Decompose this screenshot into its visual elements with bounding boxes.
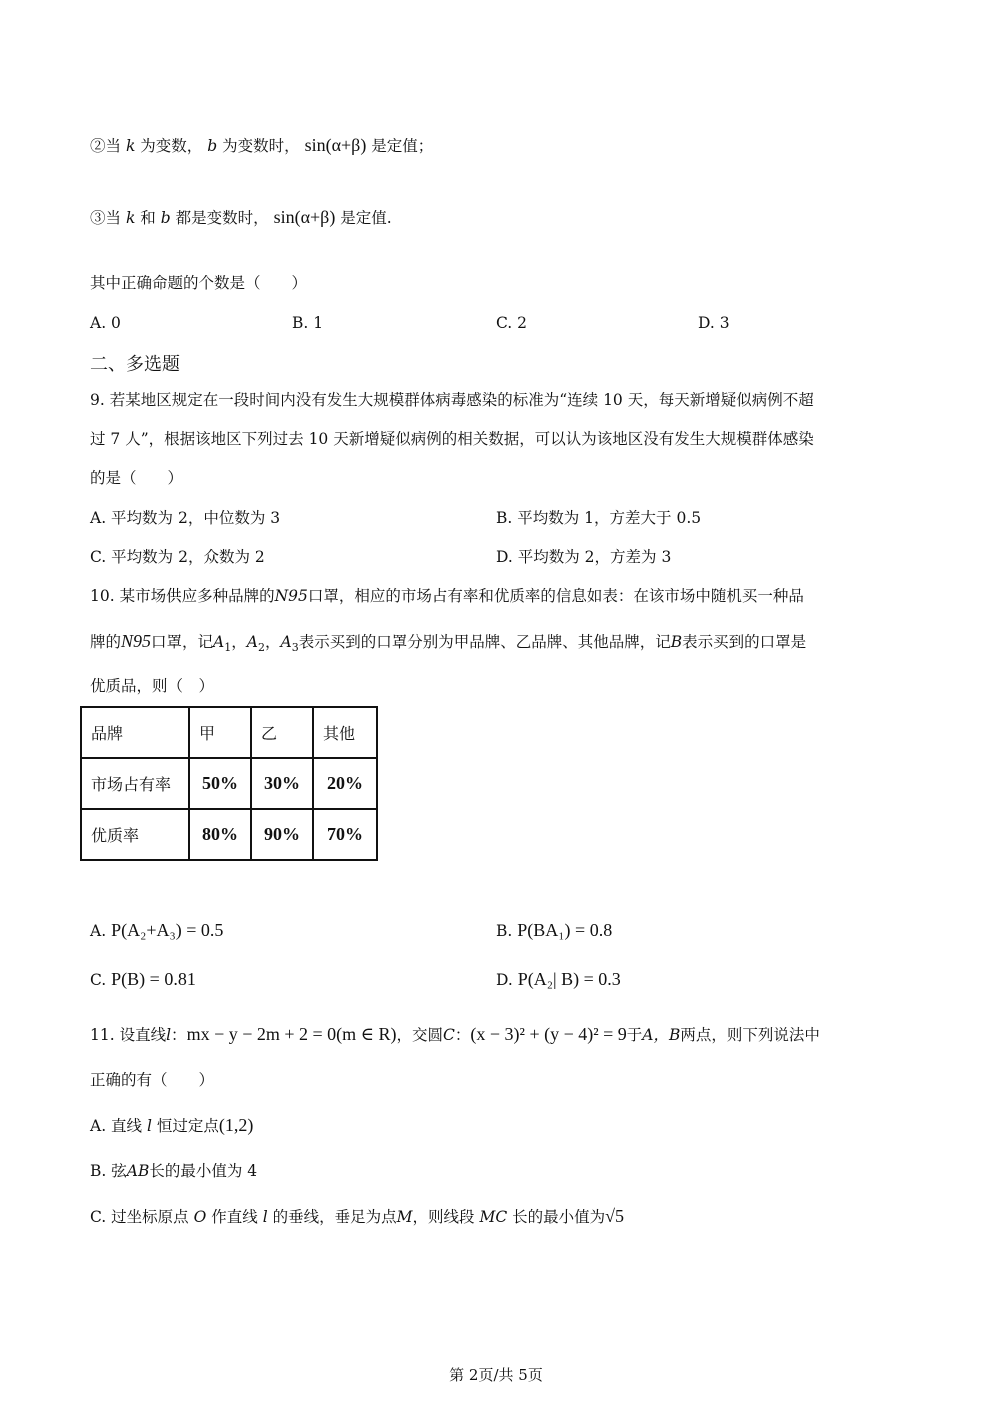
q10-option-c [90,969,196,990]
text: ： [454,1026,471,1044]
text: ，交圆 [396,1026,444,1044]
text: ②当 [90,137,122,155]
text: 为变数， [140,137,203,155]
text: 于 [626,1026,643,1044]
table-cell: 甲 [189,707,251,758]
math-expr: sin(α+β) [304,135,367,155]
q9-option-a: A. 平均数为 2，中位数为 3 [90,509,281,527]
q10-option-a [90,920,223,941]
option-label: D. [496,971,513,989]
text: 为变数时， [222,137,300,155]
q11-option-b [90,1161,257,1181]
q8-option-a: A. 0 [90,314,121,332]
text: A. 直线 [90,1117,143,1135]
text: 表示买到的口罩是 [682,633,807,651]
text: 长的最小值为 4 [149,1162,258,1180]
table-cell: 50% [189,758,251,809]
text: 作直线 [211,1208,258,1226]
q8-option-d: D. 3 [698,314,730,332]
option-label: B. [496,922,513,940]
table-cell: 优质率 [81,809,189,860]
statement-2 [90,135,433,156]
q9-line-1: 9. 若某地区规定在一段时间内没有发生大规模群体病毒感染的标准为“连续 10 天，每天新增疑似病例不超 [90,391,814,409]
statement-3 [90,207,392,228]
table-cell: 其他 [313,707,377,758]
text: 口罩，记 [151,633,214,651]
var-b: b [207,137,218,155]
text: 口罩，相应的市场占有率和优质率的信息如表：在该市场中随机买一种品 [307,587,804,605]
text: 两点，则下列说法中 [680,1026,820,1044]
math-expr: (1,2) [218,1115,254,1135]
var-k: k [125,137,136,155]
text: 的垂线，垂足为点 [272,1208,397,1226]
table-cell: 90% [251,809,313,860]
q11-option-c [90,1206,624,1227]
text: 牌的 [90,633,122,651]
var-b: B [670,633,683,651]
n95-label: N95 [121,631,152,651]
q9-option-d: D. 平均数为 2，方差为 3 [496,548,672,566]
q8-stem: 其中正确命题的个数是（ ） [90,274,308,292]
q9-option-c: C. 平均数为 2，众数为 2 [90,548,265,566]
page-footer: 第 2页/共 5页 [449,1366,543,1384]
section-heading: 二、多选题 [90,354,180,375]
math-expr: √5 [605,1206,625,1226]
text: B. 弦 [90,1162,127,1180]
table-row [81,758,377,809]
table-header-row [81,707,377,758]
math-expr: P(A₂| B) = 0.3 [517,969,621,989]
table-cell: 品牌 [81,707,189,758]
table-row [81,809,377,860]
var-k: k [125,209,136,227]
brand-table [80,706,378,861]
text: 表示买到的口罩分别为甲品牌、乙品牌、其他品牌，记 [298,633,671,651]
text: 都是变数时， [175,209,269,227]
text: 和 [140,209,156,227]
q10-line-3: 优质品，则（ ） [90,677,215,695]
q8-option-b: B. 1 [292,314,324,332]
var-c: C [443,1026,455,1044]
q9-line-2: 过 7 人”，根据该地区下列过去 10 天新增疑似病例的相关数据，可以认为该地区没有发生大规模群体感染 [90,430,814,448]
table-cell: 70% [313,809,377,860]
var-ab: A，B [642,1026,681,1044]
table-cell: 30% [251,758,313,809]
var-o: O [193,1208,207,1226]
table-cell: 市场占有率 [81,758,189,809]
q10-option-d [496,969,621,990]
text: 是定值； [371,137,434,155]
table-cell: 20% [313,758,377,809]
table-cell: 80% [189,809,251,860]
text: 长的最小值为 [512,1208,606,1226]
q11-line-1 [90,1024,820,1045]
n95-label: N95 [274,587,308,605]
var-a: A [213,633,225,651]
option-label: C. [90,971,107,989]
text: ③当 [90,209,122,227]
text: 是定值. [340,209,392,227]
q10-line-2: 牌的N95口罩，记$A_1$，$A_2$，$A_3$表示买到的口罩分别为甲品牌、乙品牌、其他品牌，记B表示买到的口罩是 [90,631,807,655]
var-b: b [160,209,171,227]
math-expr: (x − 3)² + (y − 4)² = 9 [470,1024,627,1044]
math-expr: P(A₂+A₃) = 0.5 [111,920,224,940]
text: ，则线段 [412,1208,475,1226]
text: 10. 某市场供应多种品牌的 [90,587,275,605]
q8-option-c: C. 2 [496,314,528,332]
text: 11. 设直线 [90,1026,167,1044]
q9-option-b: B. 平均数为 1，方差大于 0.5 [496,509,702,527]
var-l: l [262,1208,268,1226]
text: ： [171,1026,187,1044]
q9-line-3: 的是（ ） [90,469,184,487]
math-expr: P(BA₁) = 0.8 [517,920,613,940]
var-l: l [147,1117,152,1135]
text: 恒过定点 [156,1117,219,1135]
var-mc: MC [479,1208,508,1226]
var-ab: AB [126,1162,150,1180]
math-expr: sin(α+β) [273,207,336,227]
q10-line-1 [90,586,804,606]
q11-option-a [90,1115,253,1136]
math-expr: mx − y − 2m + 2 = 0(m ∈ R) [186,1024,397,1044]
var-m: M [396,1208,413,1226]
math-expr: P(B) = 0.81 [111,969,196,989]
var-l: l [166,1026,172,1044]
table-cell: 乙 [251,707,313,758]
q11-line-2: 正确的有（ ） [90,1071,215,1089]
option-label: A. [90,922,107,940]
text: C. 过坐标原点 [90,1208,189,1226]
q10-option-b [496,920,612,941]
